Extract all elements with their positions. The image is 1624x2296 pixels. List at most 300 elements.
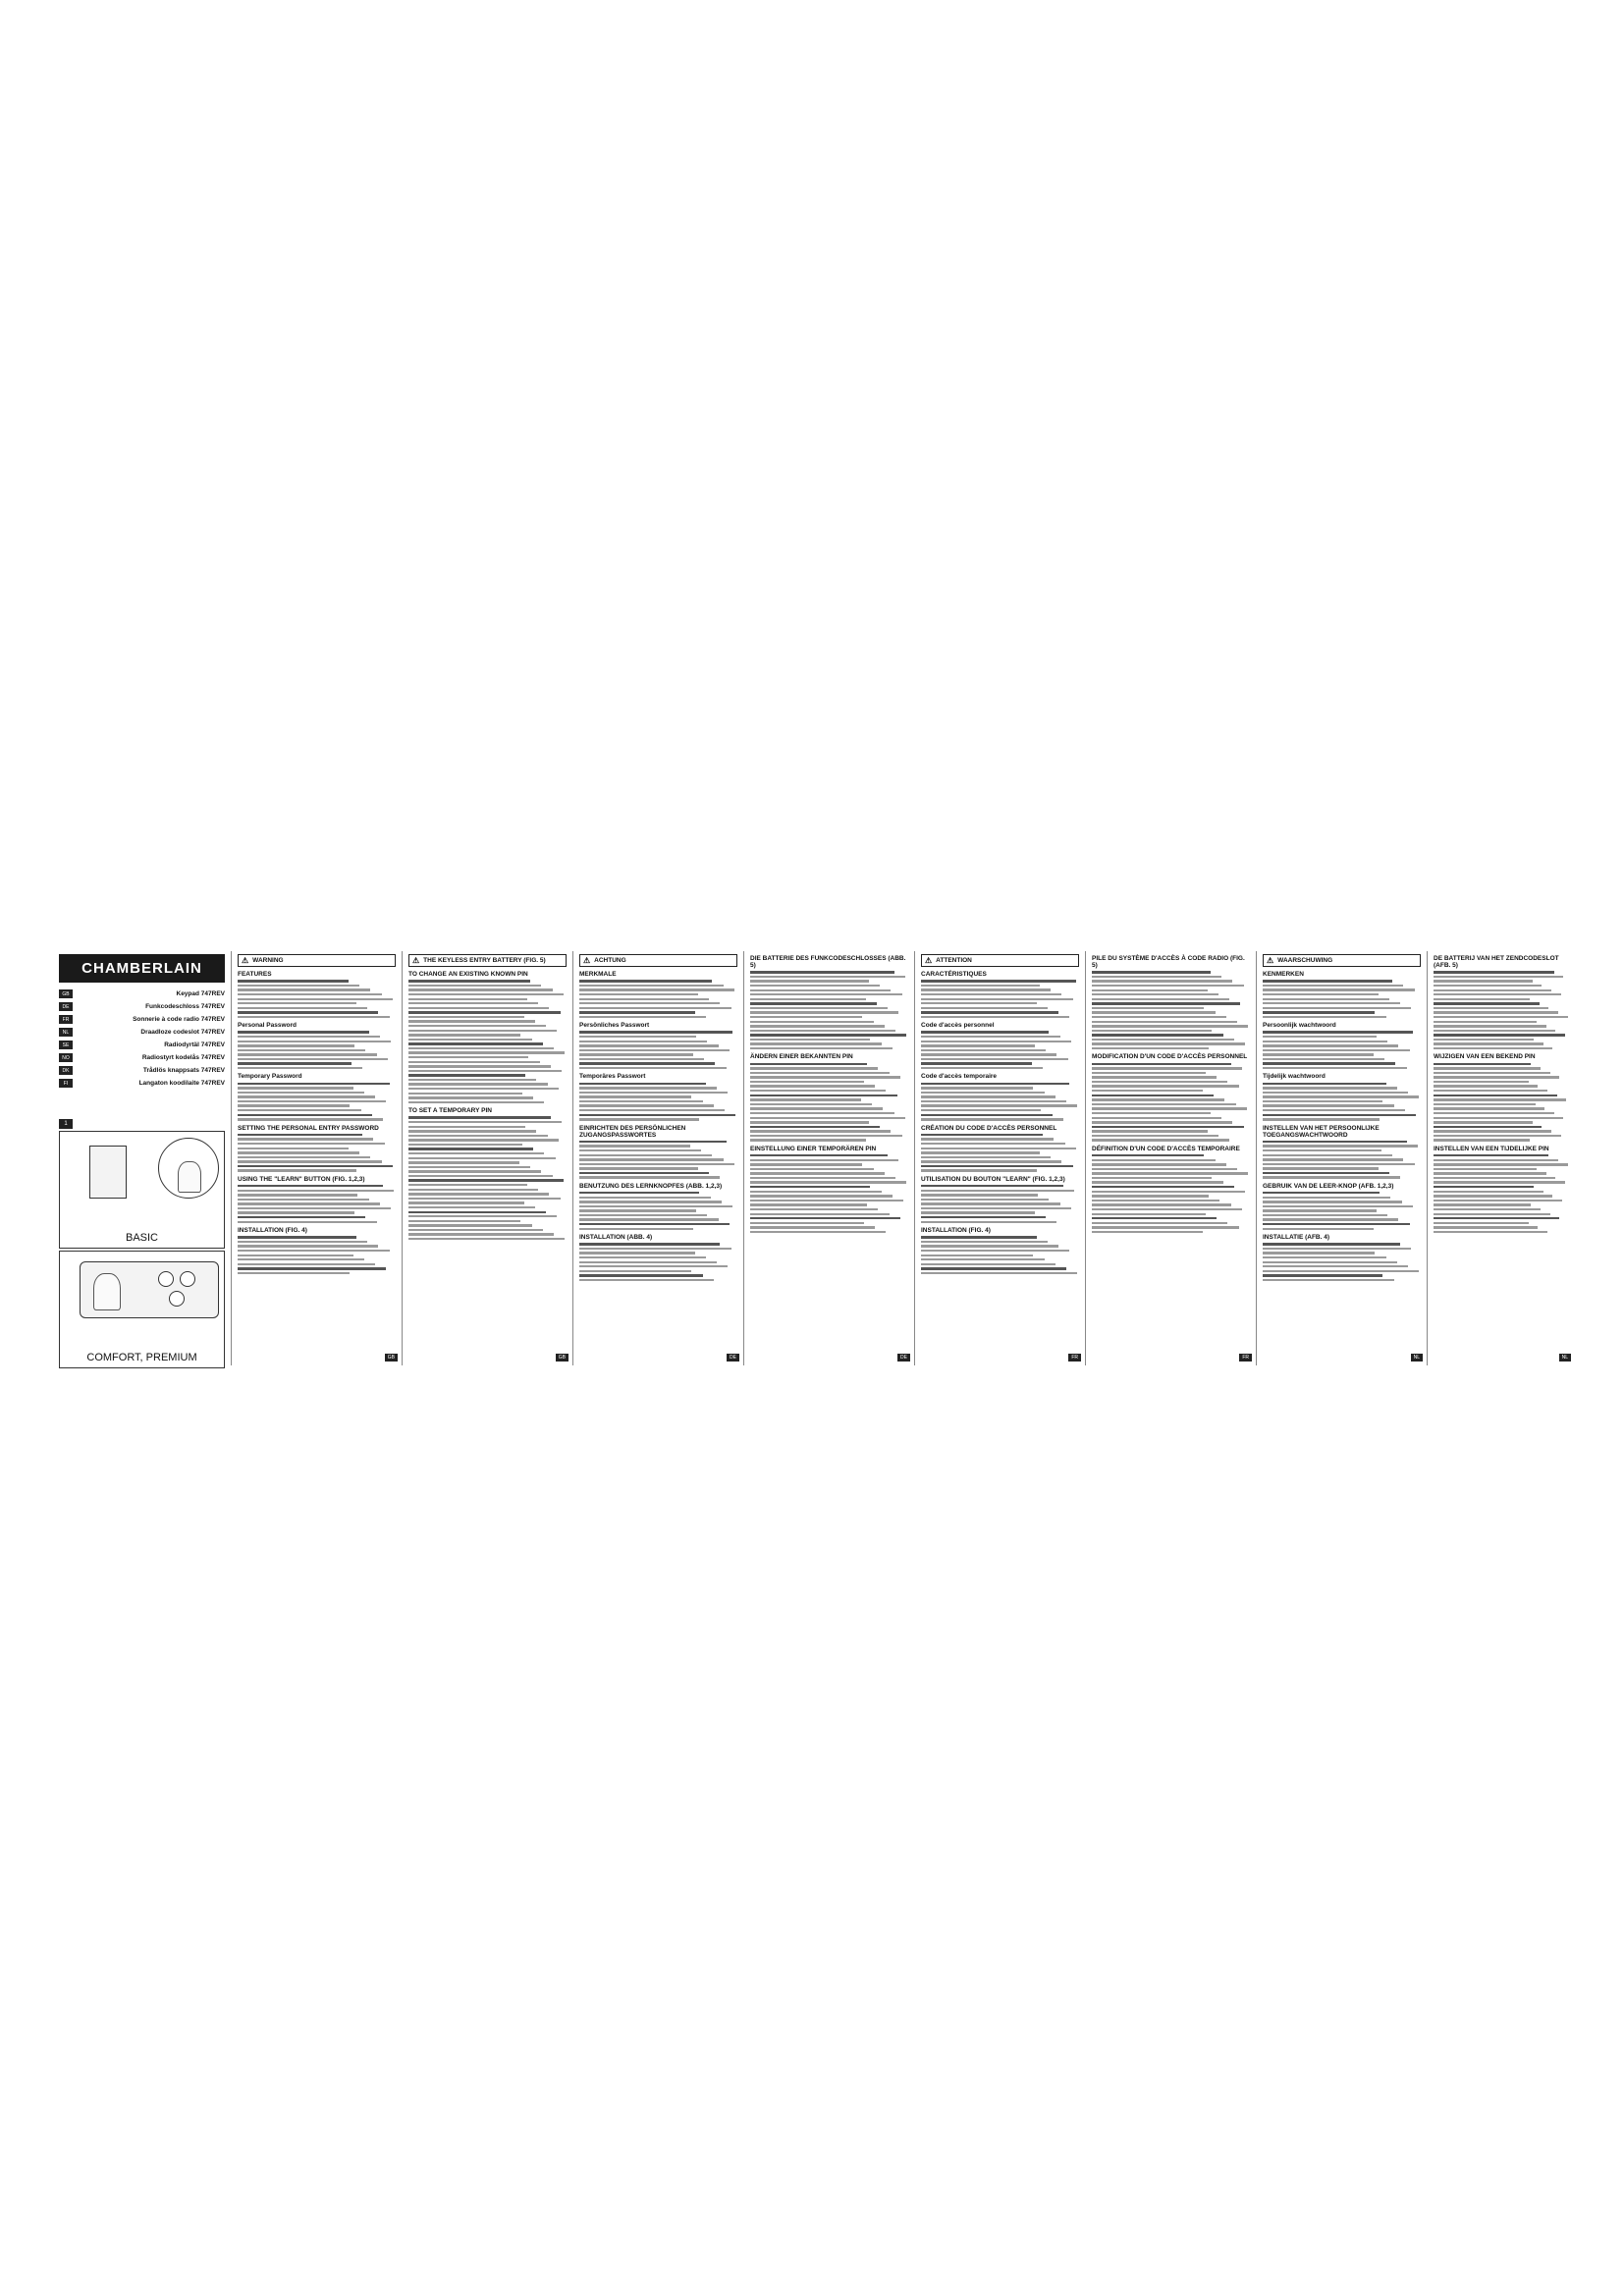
body-text-line [1434, 1130, 1551, 1132]
body-text-line [1263, 1223, 1410, 1225]
language-row [59, 1051, 225, 1064]
section-heading: FEATURES [238, 971, 272, 978]
body-text-line [579, 1067, 727, 1069]
body-text-line [238, 1118, 383, 1120]
body-text-line [921, 1031, 1049, 1033]
body-text-line [579, 1214, 707, 1216]
language-code: DK [59, 1066, 73, 1075]
body-text-line [921, 1087, 1033, 1089]
body-text-line [1434, 1030, 1555, 1032]
body-text-line [921, 1062, 1032, 1064]
body-text-line [238, 1053, 377, 1055]
body-text-line [1434, 1072, 1550, 1074]
body-text-line [750, 1081, 864, 1083]
body-text-line [750, 980, 869, 982]
text-panel [573, 951, 744, 1365]
body-text-line [408, 1025, 546, 1027]
figure-comfort-premium [59, 1251, 225, 1368]
language-list [59, 988, 225, 1090]
body-text-line [1263, 1228, 1374, 1230]
body-text-line [921, 1148, 1076, 1149]
body-text-line [1434, 1081, 1529, 1083]
body-text-line [408, 1074, 525, 1076]
body-text-line [238, 1041, 391, 1042]
body-text-line [750, 1181, 906, 1183]
warning-icon: ⚠ [583, 956, 591, 965]
body-text-line [238, 1138, 373, 1140]
body-text-line [1092, 1139, 1229, 1141]
body-text-line [579, 1256, 706, 1258]
body-text-line [750, 1117, 905, 1119]
body-text-line [579, 1053, 693, 1055]
body-text-line [921, 1100, 1066, 1102]
body-text-line [408, 1224, 532, 1226]
body-text-line [750, 1154, 888, 1156]
body-text-line [408, 1101, 544, 1103]
body-text-line [408, 980, 530, 982]
panel-header [921, 954, 1079, 967]
panel-header-text: THE KEYLESS ENTRY BATTERY (FIG. 5) [423, 957, 546, 964]
body-text-line [750, 1030, 895, 1032]
section-heading: CARACTÉRISTIQUES [921, 971, 987, 978]
body-text-line [238, 980, 349, 982]
body-text-line [921, 1190, 1074, 1192]
body-text-line [1434, 1172, 1546, 1174]
body-text-line [408, 988, 553, 990]
body-text-line [750, 1226, 875, 1228]
body-text-line [1092, 1191, 1245, 1193]
body-text-line [238, 1087, 353, 1089]
body-text-line [238, 1036, 380, 1038]
body-text-line [750, 1002, 877, 1004]
body-text-line [1263, 1092, 1408, 1094]
section-heading: Code d'accès personnel [921, 1022, 995, 1030]
panel-header [1263, 954, 1421, 967]
body-text-line [238, 1207, 391, 1209]
body-text-line [408, 1056, 528, 1058]
body-text-line [579, 1007, 731, 1009]
body-text-line [238, 1199, 369, 1201]
section-heading: USING THE "LEARN" BUTTON (FIG. 1,2,3) [238, 1175, 365, 1183]
body-text-line [921, 1263, 1056, 1265]
body-text-line [750, 1021, 874, 1023]
body-text-line [750, 1076, 900, 1078]
down-button-icon [169, 1291, 185, 1307]
body-text-line [1092, 1047, 1209, 1049]
body-text-line [1263, 1214, 1387, 1216]
body-text-line [921, 1007, 1048, 1009]
section-heading: INSTALLATION (ABB. 4) [579, 1234, 653, 1242]
body-text-line [408, 1135, 548, 1137]
body-text-line [408, 1198, 561, 1200]
product-name: Trådlös knappsats 747REV [142, 1067, 225, 1074]
body-text-line [750, 1039, 870, 1041]
body-text-line [1092, 1034, 1223, 1036]
body-text-line [1263, 1270, 1419, 1272]
body-text-line [921, 1156, 1051, 1158]
body-text-line [579, 1158, 724, 1160]
body-text-line [238, 1067, 362, 1069]
body-text-line [1092, 1154, 1204, 1156]
body-text-line [1434, 1208, 1541, 1210]
body-text-line [238, 1169, 356, 1171]
body-text-line [238, 1148, 349, 1149]
body-text-line [579, 1205, 732, 1207]
body-text-line [238, 1216, 365, 1218]
body-text-line [1092, 1076, 1217, 1078]
language-code: DE [59, 1002, 73, 1011]
body-text-line [921, 1134, 1043, 1136]
body-text-line [238, 1109, 361, 1111]
language-code: GB [59, 989, 73, 998]
body-text-line [1263, 1095, 1419, 1097]
body-text-line [238, 1156, 370, 1158]
body-text-line [408, 1079, 536, 1081]
body-text-line [1263, 993, 1379, 995]
body-text-line [1092, 1016, 1226, 1018]
body-text-line [921, 1241, 1048, 1243]
body-text-line [1092, 1112, 1211, 1114]
body-text-line [1263, 1141, 1407, 1143]
language-code: FR [59, 1015, 73, 1024]
language-row [59, 988, 225, 1000]
body-text-line [579, 1243, 720, 1245]
body-text-line [921, 1002, 1037, 1004]
body-text-line [1434, 980, 1533, 982]
body-text-line [750, 1200, 903, 1201]
body-text-line [1263, 1197, 1390, 1199]
text-panel [1428, 951, 1575, 1365]
section-heading: TO CHANGE AN EXISTING KNOWN PIN [408, 971, 528, 978]
body-text-line [921, 1138, 1054, 1140]
body-text-line [1092, 1172, 1248, 1174]
body-text-line [750, 1191, 882, 1193]
body-text-line [921, 1199, 1049, 1201]
body-text-line [1434, 1200, 1562, 1201]
body-text-line [408, 1166, 530, 1168]
page-language-tag: FR [1068, 1354, 1081, 1362]
body-text-line [921, 1185, 1063, 1187]
panel-header [579, 954, 737, 967]
body-text-line [1434, 1067, 1541, 1069]
body-text-line [1434, 1154, 1548, 1156]
body-text-line [1263, 1192, 1380, 1194]
body-text-line [1263, 1058, 1384, 1060]
body-text-line [1263, 980, 1392, 982]
body-text-line [238, 1263, 375, 1265]
body-text-line [579, 1036, 696, 1038]
body-text-line [921, 1258, 1045, 1260]
body-text-line [238, 1151, 359, 1153]
body-text-line [1092, 1126, 1244, 1128]
section-heading: BENUTZUNG DES LERNKNOPFES (ABB. 1,2,3) [579, 1182, 723, 1190]
body-text-line [1434, 1181, 1565, 1183]
body-text-line [1092, 1226, 1239, 1228]
body-text-line [750, 1159, 898, 1161]
body-text-line [1434, 1042, 1543, 1044]
body-text-line [1092, 1025, 1248, 1027]
body-text-line [1434, 1217, 1559, 1219]
body-text-line [579, 1228, 693, 1230]
language-row [59, 1000, 225, 1013]
body-text-line [1263, 1114, 1416, 1116]
body-text-line [1434, 1095, 1557, 1096]
body-text-line [1092, 1135, 1218, 1137]
body-text-line [408, 1152, 544, 1154]
body-text-line [1263, 1256, 1386, 1258]
body-text-line [1092, 1200, 1219, 1201]
body-text-line [1092, 1163, 1226, 1165]
body-text-line [1092, 1231, 1203, 1233]
body-text-line [1263, 998, 1389, 1000]
body-text-line [750, 1130, 891, 1132]
body-text-line [1263, 1209, 1377, 1211]
body-text-line [750, 1025, 885, 1027]
opener-unit-icon [89, 1146, 127, 1199]
body-text-line [408, 1215, 557, 1217]
body-text-line [1434, 1098, 1566, 1100]
body-text-line [1434, 1231, 1547, 1233]
body-text-line [921, 1267, 1066, 1269]
body-text-line [579, 1083, 706, 1085]
body-text-line [750, 1168, 874, 1170]
body-text-line [1092, 1021, 1237, 1023]
body-text-line [408, 1070, 562, 1072]
body-text-line [579, 1149, 701, 1151]
body-text-line [238, 1049, 365, 1051]
body-text-line [921, 1092, 1045, 1094]
body-text-line [1263, 1163, 1415, 1165]
body-text-line [1434, 1203, 1531, 1205]
body-text-line [238, 998, 393, 1000]
body-text-line [1092, 1159, 1216, 1161]
body-text-line [750, 1126, 880, 1128]
body-text-line [921, 1221, 1056, 1223]
body-text-line [408, 1201, 524, 1203]
section-heading: Tijdelijk wachtwoord [1263, 1073, 1326, 1081]
body-text-line [1434, 1191, 1543, 1193]
body-text-line [921, 1165, 1073, 1167]
body-text-line [579, 1261, 717, 1263]
product-name: Sonnerie à code radio 747REV [133, 1016, 225, 1023]
body-text-line [238, 1272, 350, 1274]
body-text-line [921, 1151, 1040, 1153]
product-name: Radiodyrtäl 747REV [164, 1041, 225, 1048]
body-text-line [1263, 1149, 1381, 1151]
body-text-line [1263, 1011, 1375, 1013]
body-text-line [1263, 1053, 1374, 1055]
body-text-line [1263, 1201, 1402, 1202]
body-text-line [921, 1036, 1060, 1038]
body-text-line [1434, 1159, 1558, 1161]
text-panel [1257, 951, 1428, 1365]
body-text-line [921, 985, 1040, 987]
body-text-line [1263, 1087, 1397, 1089]
body-text-line [1092, 1067, 1242, 1069]
language-code: FI [59, 1079, 73, 1088]
body-text-line [1263, 1145, 1418, 1147]
body-text-line [1434, 1063, 1531, 1065]
body-text-line [1092, 1063, 1231, 1065]
body-text-line [1434, 1139, 1530, 1141]
language-code: NL [59, 1028, 73, 1037]
body-text-line [750, 989, 891, 991]
section-heading: CRÉATION DU CODE D'ACCÈS PERSONNEL [921, 1124, 1057, 1132]
product-name: Langaton koodilaite 747REV [138, 1080, 225, 1087]
body-text-line [408, 1007, 549, 1009]
body-text-line [1434, 989, 1551, 991]
section-heading: KENMERKEN [1263, 971, 1304, 978]
section-heading: DÉFINITION D'UN CODE D'ACCÈS TEMPORAIRE [1092, 1145, 1240, 1152]
body-text-line [238, 1002, 356, 1004]
body-text-line [408, 1030, 557, 1032]
page-language-tag: NL [1411, 1354, 1423, 1362]
body-text-line [1434, 1021, 1537, 1023]
body-text-line [1263, 1083, 1386, 1085]
body-text-line [1092, 976, 1221, 978]
body-text-line [1092, 1098, 1224, 1100]
body-text-line [238, 1011, 378, 1013]
body-text-line [238, 1104, 350, 1106]
body-text-line [579, 1252, 695, 1254]
text-panel [744, 951, 915, 1365]
body-text-line [750, 1172, 885, 1174]
panel-header [238, 954, 396, 967]
body-text-line [1434, 1168, 1537, 1170]
page-language-tag: GB [556, 1354, 568, 1362]
up-button-icon [158, 1271, 174, 1287]
body-text-line [579, 1248, 731, 1250]
section-heading: INSTELLEN VAN HET PERSOONLIJKE TOEGANGSWACHTWOORD [1263, 1124, 1380, 1139]
body-text-line [1263, 1205, 1413, 1207]
body-text-line [408, 1211, 546, 1213]
warning-icon: ⚠ [1267, 956, 1274, 965]
body-text-line [1434, 1226, 1538, 1228]
body-text-line [1092, 980, 1232, 982]
body-text-line [408, 1229, 543, 1231]
body-text-line [1263, 1172, 1389, 1174]
body-text-line [238, 1100, 386, 1102]
body-text-line [1092, 1217, 1217, 1219]
body-text-line [238, 1134, 362, 1136]
body-text-line [750, 1112, 894, 1114]
text-panel [232, 951, 403, 1365]
page-language-tag: DE [897, 1354, 910, 1362]
body-text-line [1092, 1039, 1234, 1041]
warning-icon: ⚠ [242, 956, 249, 965]
product-name: Draadloze codeslot 747REV [140, 1029, 225, 1036]
body-text-line [238, 1165, 393, 1167]
body-text-line [1263, 1176, 1400, 1178]
body-text-line [1263, 1100, 1382, 1102]
body-text-line [1434, 1112, 1554, 1114]
section-heading: EINSTELLUNG EINER TEMPORÄREN PIN [750, 1145, 877, 1152]
body-text-line [1263, 1036, 1377, 1038]
body-text-line [750, 1107, 883, 1109]
body-text-line [1263, 1261, 1397, 1263]
body-text-line [921, 1053, 1056, 1055]
body-text-line [1092, 1177, 1212, 1179]
body-text-line [750, 1208, 878, 1210]
body-text-line [408, 1170, 541, 1172]
body-text-line [1092, 1085, 1239, 1087]
body-text-line [921, 1016, 1069, 1018]
body-text-line [1092, 993, 1218, 995]
body-text-line [1263, 1154, 1392, 1156]
body-text-line [1434, 1222, 1529, 1224]
body-text-line [750, 993, 902, 995]
body-text-line [408, 1020, 535, 1022]
body-text-line [238, 1160, 382, 1162]
body-text-line [921, 1095, 1056, 1097]
body-text-line [408, 1157, 556, 1159]
panel-header-text: ATTENTION [936, 957, 972, 964]
text-panel [915, 951, 1086, 1365]
body-text-line [1263, 1067, 1407, 1069]
body-text-line [238, 985, 359, 987]
body-text-line [579, 1058, 704, 1060]
body-text-line [750, 976, 905, 978]
body-text-line [238, 1114, 372, 1116]
body-text-line [238, 1194, 357, 1196]
body-text-line [408, 1193, 549, 1195]
body-text-line [1263, 1062, 1395, 1064]
body-text-line [408, 1116, 551, 1118]
body-text-line [1092, 989, 1208, 991]
body-text-line [921, 1202, 1060, 1204]
body-text-line [579, 1100, 703, 1102]
section-heading: MODIFICATION D'UN CODE D'ACCÈS PERSONNEL [1092, 1053, 1248, 1061]
body-text-line [579, 1041, 707, 1042]
body-text-line [579, 988, 734, 990]
body-text-line [579, 1172, 709, 1174]
body-text-line [921, 1104, 1077, 1106]
section-heading: INSTALLATIE (AFB. 4) [1263, 1234, 1330, 1242]
body-text-line [1263, 1265, 1408, 1267]
body-text-line [1434, 1213, 1550, 1215]
body-text-line [408, 1139, 559, 1141]
body-text-line [1092, 1208, 1242, 1210]
body-text-line [1263, 1274, 1382, 1276]
panel-header-text: WARNING [252, 957, 284, 964]
body-text-line [921, 1272, 1077, 1274]
section-heading: Temporäres Passwort [579, 1073, 646, 1081]
body-text-line [1434, 1025, 1546, 1027]
language-code: NO [59, 1053, 73, 1062]
body-text-line [1092, 998, 1229, 1000]
body-text-line [408, 1083, 548, 1085]
body-text-line [750, 1186, 870, 1188]
body-text-line [238, 1083, 390, 1085]
body-text-line [750, 1085, 875, 1087]
body-text-line [408, 1093, 522, 1095]
body-text-line [1434, 1016, 1568, 1018]
body-text-line [1434, 1034, 1565, 1036]
body-text-line [408, 1016, 524, 1018]
body-text-line [579, 1209, 696, 1211]
body-text-line [238, 988, 370, 990]
body-text-line [408, 1065, 551, 1067]
cover-panel [53, 951, 232, 1365]
body-text-line [408, 1088, 559, 1090]
body-text-line [921, 1236, 1037, 1238]
section-heading: Code d'accès temporaire [921, 1073, 998, 1081]
page-language-tag: NL [1559, 1354, 1571, 1362]
body-text-line [1263, 1248, 1411, 1250]
body-text-line [238, 1095, 375, 1097]
body-text-line [750, 985, 880, 987]
body-text-line [1434, 1135, 1561, 1137]
